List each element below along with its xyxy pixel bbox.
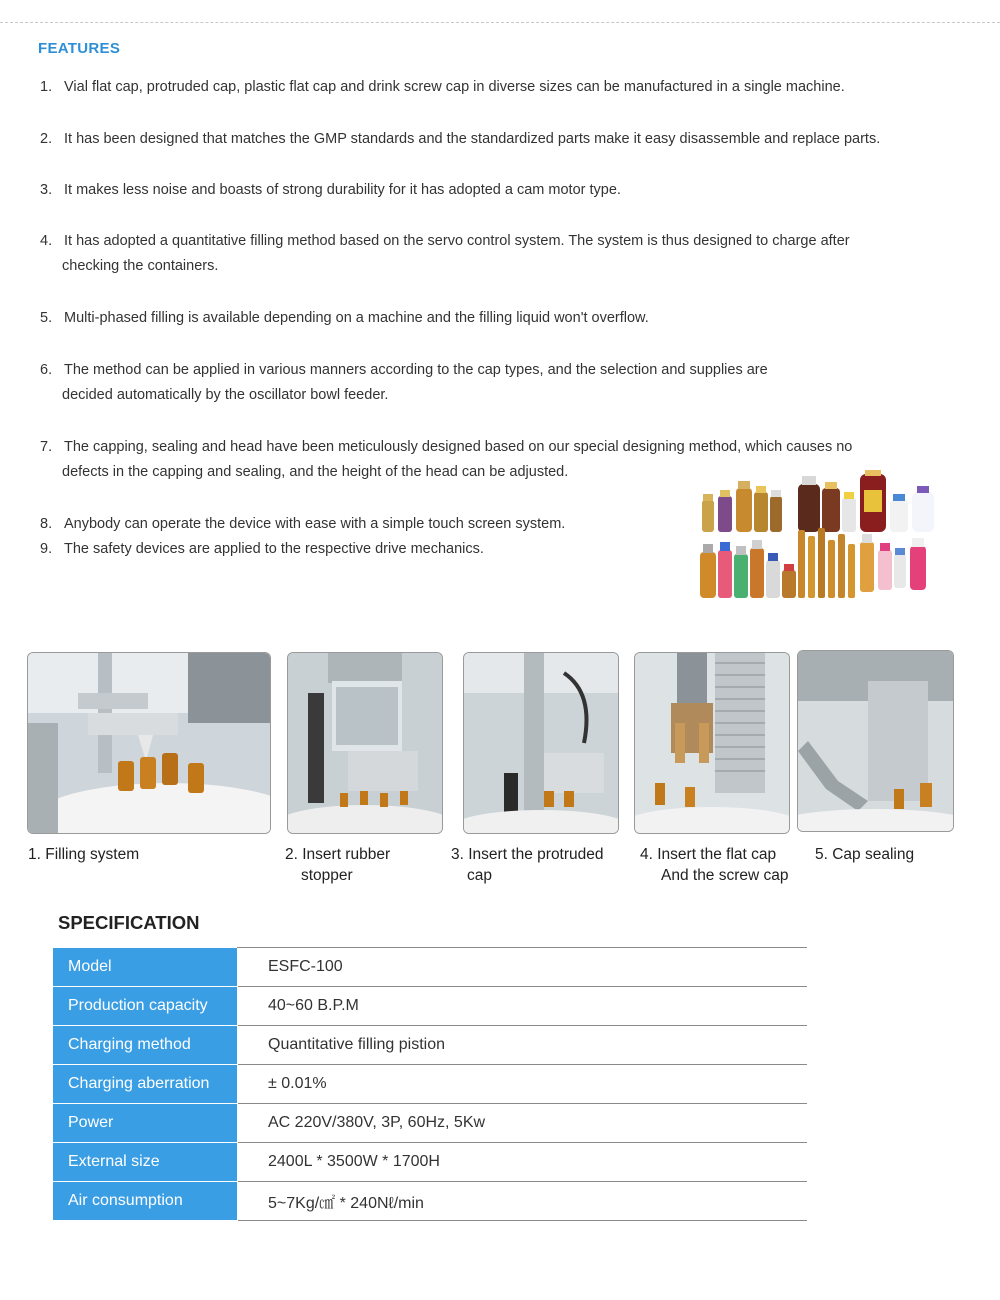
spec-value: ± 0.01% — [238, 1065, 808, 1104]
feature-item: 9. The safety devices are applied to the respective drive mechanics. — [40, 541, 484, 557]
insert-rubber-stopper-photo — [287, 652, 443, 834]
table-row — [53, 1026, 807, 1065]
spec-label: Model — [53, 948, 238, 987]
process-caption: 2. Insert rubber stopper — [285, 846, 391, 884]
feature-text: It has been designed that matches the GMP standards and the standardized parts make it easy disassemble and replace parts. — [64, 131, 881, 147]
spec-label: Charging method — [53, 1026, 238, 1065]
spec-value: Quantitative filling pistion — [238, 1026, 808, 1065]
feature-item: 8. Anybody can operate the device with ease with a simple touch screen system. — [40, 516, 566, 532]
feature-text: The method can be applied in various manners according to the cap types, and the selection and supplies are — [64, 362, 768, 378]
feature-text-continued: checking the containers. — [62, 258, 219, 274]
feature-text: Multi-phased filling is available depending on a machine and the filling liquid won't overflow. — [64, 310, 649, 326]
table-row — [53, 948, 807, 987]
table-row — [53, 1104, 807, 1143]
feature-text: Anybody can operate the device with ease with a simple touch screen system. — [64, 516, 566, 532]
feature-item: 1. Vial flat cap, protruded cap, plastic flat cap and drink screw cap in diverse sizes can be manufactured in a single machine. — [40, 79, 845, 95]
spec-value: 5~7Kg/㎠ * 240Nℓ/min — [238, 1182, 808, 1221]
spec-value: 2400L * 3500W * 1700H — [238, 1143, 808, 1182]
spec-label: Production capacity — [53, 987, 238, 1026]
feature-text: It makes less noise and boasts of strong durability for it has adopted a cam motor type. — [64, 182, 621, 198]
table-row — [53, 1065, 807, 1104]
feature-item: 4. It has adopted a quantitative filling method based on the servo control system. The system is thus designed to charge after checking the containers. — [40, 229, 940, 279]
feature-text: The capping, sealing and head have been meticulously designed based on our special designing method, which causes no — [64, 439, 853, 455]
feature-item: 5. Multi-phased filling is available depending on a machine and the filling liquid won't overflow. — [40, 310, 649, 326]
top-divider — [0, 22, 1000, 23]
spec-value: ESFC-100 — [238, 948, 808, 987]
feature-text: Vial flat cap, protruded cap, plastic flat cap and drink screw cap in diverse sizes can be manufactured in a single machine. — [64, 79, 845, 95]
table-row — [53, 987, 807, 1026]
feature-text: It has adopted a quantitative filling method based on the servo control system. The system is thus designed to charge after — [64, 233, 850, 249]
insert-flat-screw-cap-photo — [634, 652, 790, 834]
filling-system-photo — [27, 652, 271, 834]
cap-sealing-photo — [797, 650, 954, 832]
table-row — [53, 1143, 807, 1182]
spec-value: AC 220V/380V, 3P, 60Hz, 5Kw — [238, 1104, 808, 1143]
feature-item: 7. The capping, sealing and head have been meticulously designed based on our special designing method, which causes no defects in the capping and sealing, and the height of the head can be adjusted. — [40, 435, 940, 485]
spec-label: Power — [53, 1104, 238, 1143]
specification-table — [53, 947, 807, 1221]
feature-text: The safety devices are applied to the respective drive mechanics. — [64, 541, 484, 557]
feature-text-continued: defects in the capping and sealing, and the height of the head can be adjusted. — [62, 464, 569, 480]
spec-label: External size — [53, 1143, 238, 1182]
bottles-illustration — [698, 470, 943, 610]
feature-item: 3. It makes less noise and boasts of strong durability for it has adopted a cam motor type. — [40, 182, 621, 198]
feature-text-continued: decided automatically by the oscillator bowl feeder. — [62, 387, 389, 403]
process-caption: 3. Insert the protruded cap — [451, 846, 604, 884]
table-row — [53, 1182, 807, 1221]
spec-label: Charging aberration — [53, 1065, 238, 1104]
process-caption: 4. Insert the flat cap And the screw cap — [640, 846, 789, 884]
specification-heading: SPECIFICATION — [58, 912, 200, 933]
spec-label: Air consumption — [53, 1182, 238, 1221]
feature-item: 2. It has been designed that matches the GMP standards and the standardized parts make it easy disassemble and replace parts. — [40, 131, 881, 147]
insert-protruded-cap-photo — [463, 652, 619, 834]
spec-value: 40~60 B.P.M — [238, 987, 808, 1026]
process-caption: 5. Cap sealing — [815, 846, 915, 863]
feature-item: 6. The method can be applied in various manners according to the cap types, and the selection and supplies are decided automatically by the oscillator bowl feeder. — [40, 358, 940, 408]
product-bottles-image — [698, 470, 943, 610]
features-heading: FEATURES — [38, 40, 121, 57]
process-caption: 1. Filling system — [28, 846, 140, 863]
